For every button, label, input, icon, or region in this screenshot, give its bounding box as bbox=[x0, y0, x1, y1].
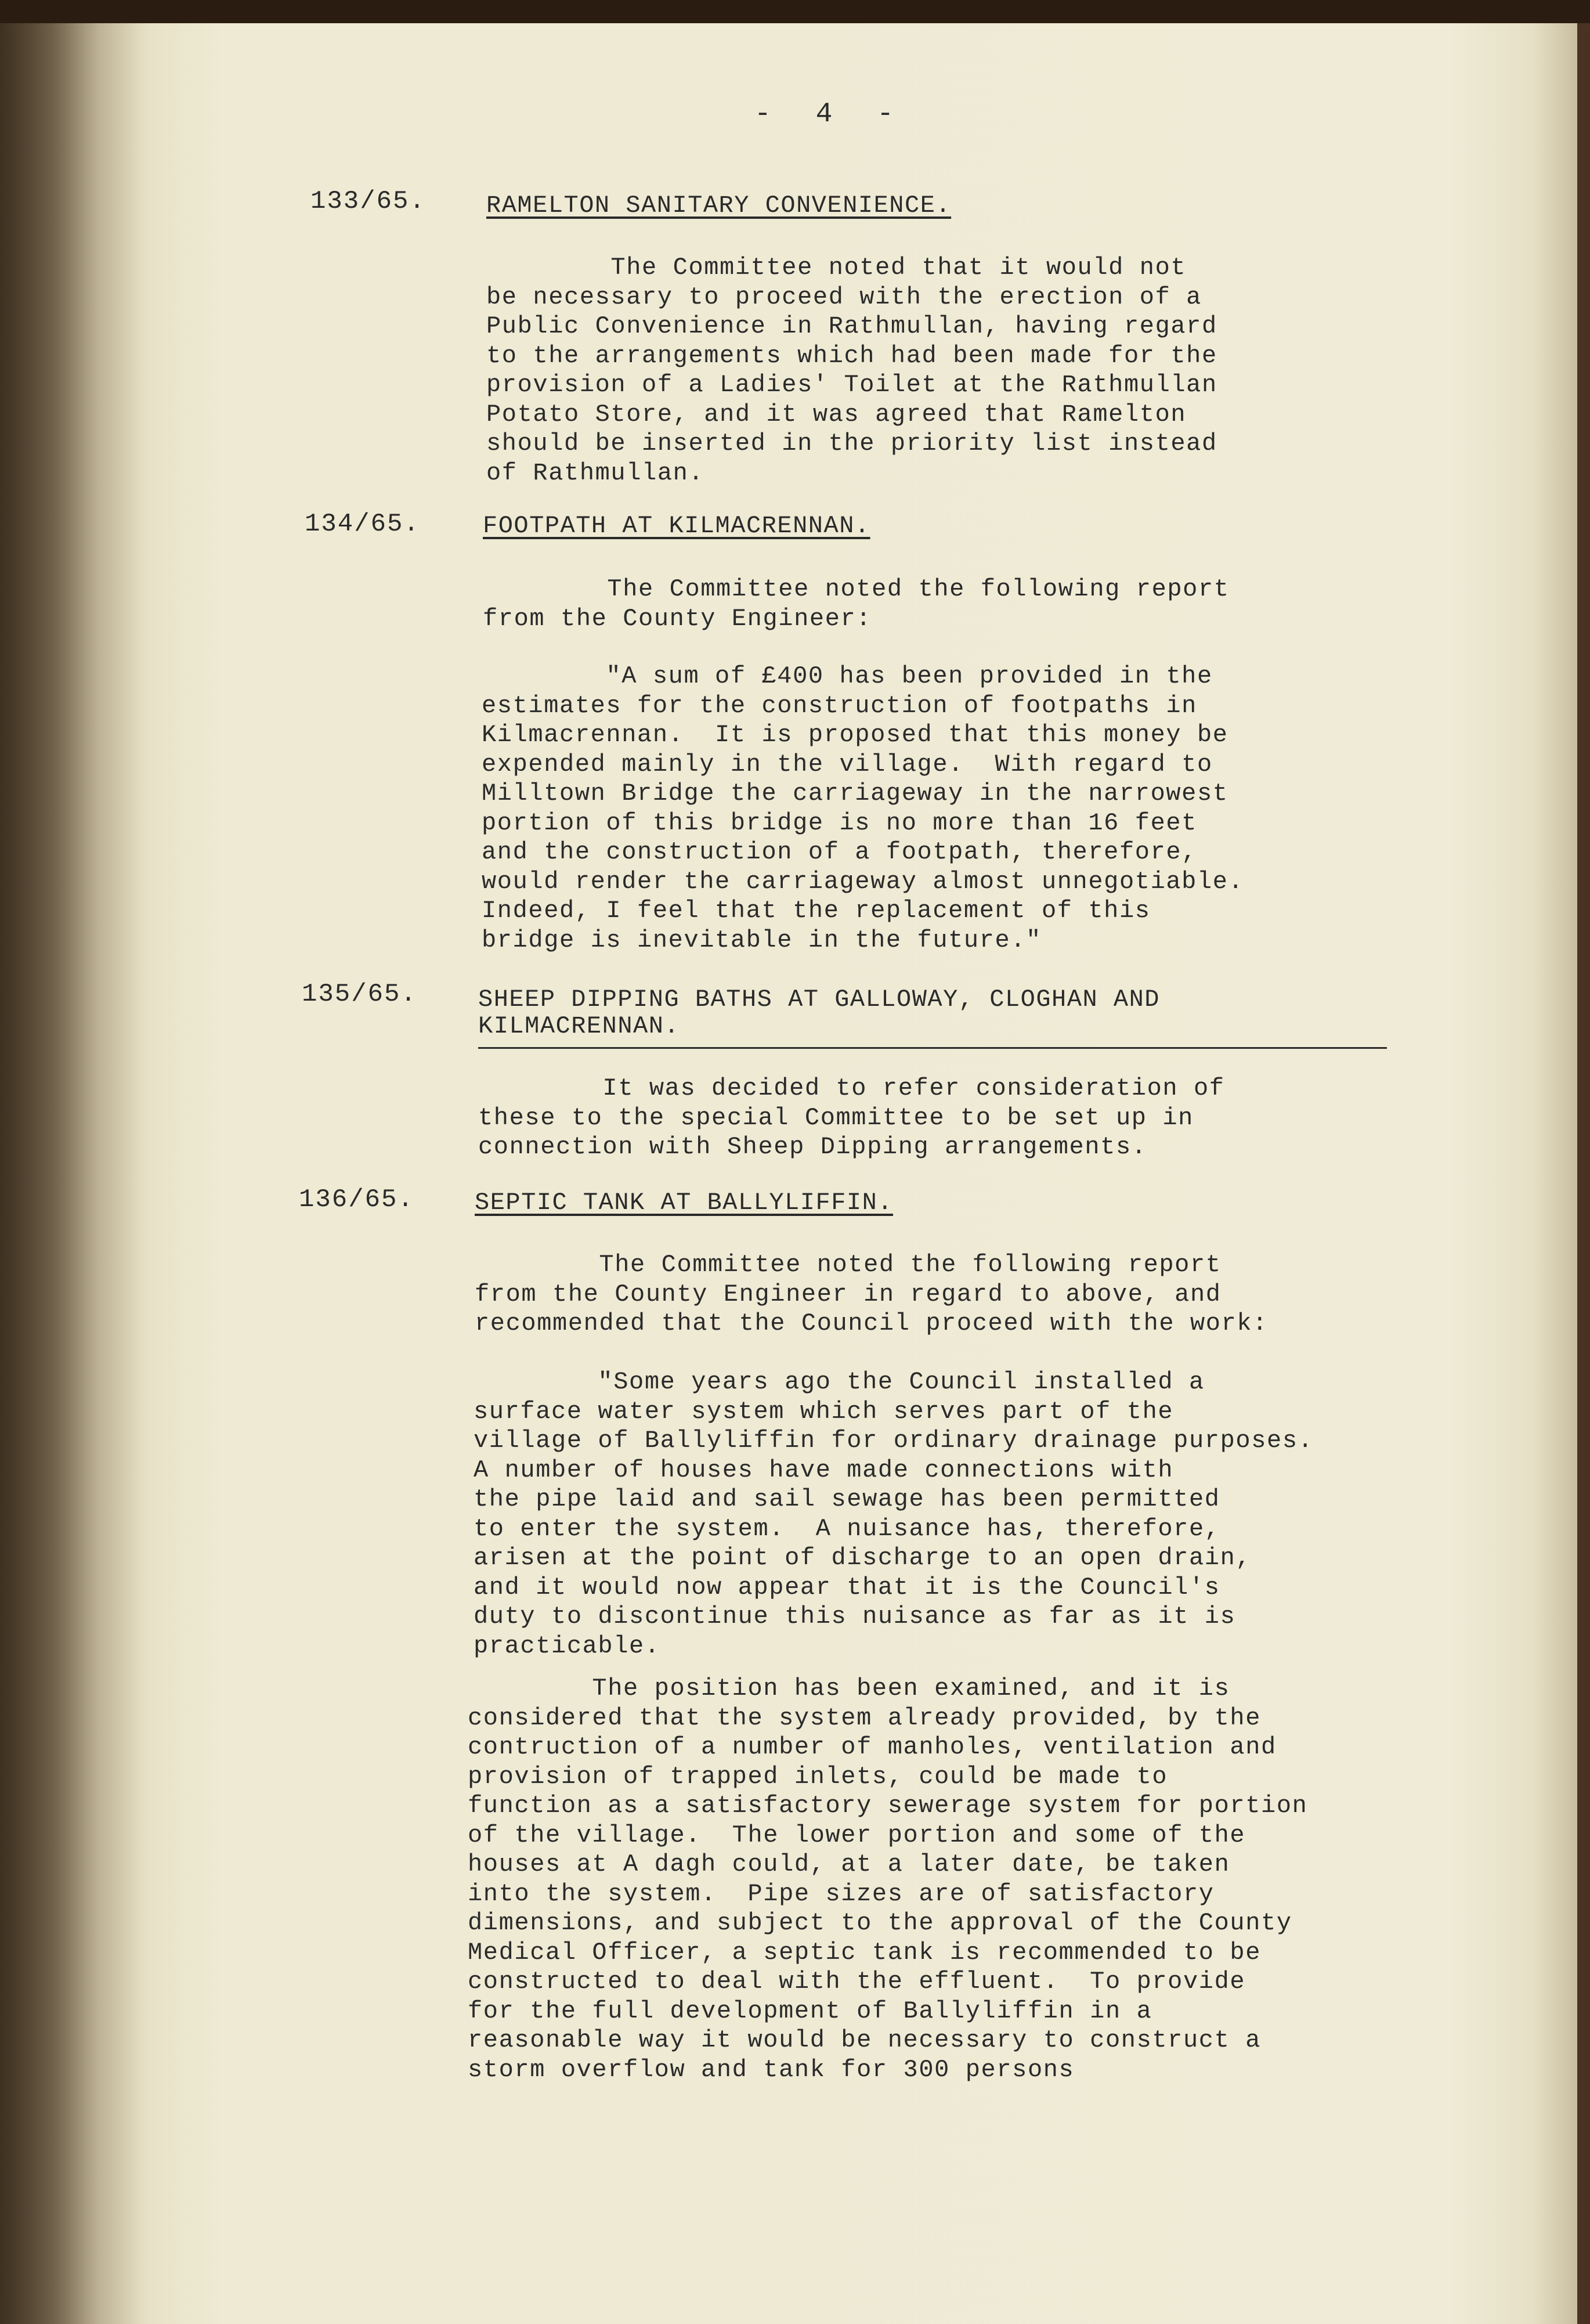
heading-underline bbox=[478, 1047, 1387, 1049]
text-line: practicable. bbox=[474, 1632, 660, 1660]
quoted-report bbox=[474, 1367, 1313, 1661]
minute-paragraph bbox=[483, 575, 1230, 633]
text-line: A number of houses have made connections with bbox=[474, 1456, 1174, 1484]
text-line: to enter the system. A nuisance has, therefore, bbox=[474, 1514, 1220, 1543]
text-line: Indeed, I feel that the replacement of this bbox=[482, 897, 1151, 925]
text-line: Medical Officer, a septic tank is recommended to be bbox=[468, 1938, 1262, 1966]
page-number: - 4 - bbox=[754, 99, 908, 130]
text-line: be necessary to proceed with the erection of a bbox=[486, 283, 1202, 311]
minute-paragraph bbox=[478, 1074, 1225, 1162]
text-line: estimates for the construction of footpaths in bbox=[482, 691, 1197, 720]
minute-paragraph bbox=[486, 253, 1217, 488]
minute-number: 133/65. bbox=[310, 187, 426, 216]
text-line: dimensions, and subject to the approval of the County bbox=[468, 1909, 1292, 1937]
text-line: "A sum of £400 has been provided in the bbox=[482, 662, 1213, 690]
text-line: expended mainly in the village. With regard to bbox=[482, 750, 1213, 778]
text-line: into the system. Pipe sizes are of satisfactory bbox=[468, 1879, 1215, 1908]
text-line: portion of this bridge is no more than 16 feet bbox=[482, 809, 1197, 837]
text-line: the pipe laid and sail sewage has been permitted bbox=[474, 1485, 1220, 1513]
minute-number: 136/65. bbox=[299, 1185, 414, 1214]
text-line: from the County Engineer: bbox=[483, 604, 872, 633]
text-line: connection with Sheep Dipping arrangements. bbox=[478, 1133, 1147, 1161]
text-line: village of Ballyliffin for ordinary drainage purposes. bbox=[474, 1427, 1314, 1455]
text-line: recommended that the Council proceed with the work: bbox=[475, 1309, 1269, 1337]
quoted-report bbox=[482, 662, 1244, 955]
minute-heading: FOOTPATH AT KILMACRENNAN. bbox=[483, 512, 870, 540]
text-line: duty to discontinue this nuisance as far as it is bbox=[474, 1603, 1236, 1630]
minute-number: 135/65. bbox=[302, 980, 417, 1009]
minute-heading: SEPTIC TANK AT BALLYLIFFIN. bbox=[475, 1189, 894, 1217]
text-line: would render the carriageway almost unnegotiable. bbox=[482, 867, 1244, 896]
text-line: reasonable way it would be necessary to construct a bbox=[468, 2026, 1262, 2054]
text-line: to the arrangements which had been made for the bbox=[486, 341, 1217, 370]
text-line: provision of trapped inlets, could be made to bbox=[468, 1762, 1168, 1791]
text-line: and the construction of a footpath, therefore, bbox=[482, 838, 1197, 866]
minute-heading-line-2: KILMACRENNAN. bbox=[478, 1012, 680, 1040]
text-line: contruction of a number of manholes, ventilation and bbox=[468, 1733, 1277, 1761]
text-line: arisen at the point of discharge to an open drain, bbox=[474, 1544, 1252, 1572]
quoted-report-continued bbox=[468, 1674, 1307, 2084]
minute-heading: RAMELTON SANITARY CONVENIENCE. bbox=[486, 192, 952, 219]
text-line: bridge is inevitable in the future." bbox=[482, 926, 1042, 954]
text-line: The Committee noted the following report bbox=[475, 1251, 1222, 1279]
text-line: from the County Engineer in regard to above, and bbox=[475, 1280, 1222, 1308]
text-line: The Committee noted that it would not bbox=[486, 254, 1187, 282]
text-line: these to the special Committee to be set up in bbox=[478, 1103, 1194, 1132]
text-line: provision of a Ladies' Toilet at the Rathmullan bbox=[486, 371, 1217, 399]
text-line: should be inserted in the priority list instead bbox=[486, 430, 1217, 457]
text-line: considered that the system already provided, by the bbox=[468, 1704, 1262, 1732]
text-line: It was decided to refer consideration of bbox=[478, 1074, 1225, 1102]
scan-right-border bbox=[1577, 23, 1590, 2324]
text-line: of Rathmullan. bbox=[486, 459, 704, 487]
text-line: Milltown Bridge the carriageway in the narrowest bbox=[482, 780, 1228, 807]
text-line: for the full development of Ballyliffin in a bbox=[468, 1997, 1152, 2025]
text-line: Public Convenience in Rathmullan, having regard bbox=[486, 312, 1217, 340]
minute-heading-line-1: SHEEP DIPPING BATHS AT GALLOWAY, CLOGHAN AND bbox=[478, 986, 1160, 1013]
text-line: Potato Store, and it was agreed that Ramelton bbox=[486, 400, 1187, 428]
text-line: Kilmacrennan. It is proposed that this money be bbox=[482, 721, 1228, 749]
text-line: of the village. The lower portion and some of the bbox=[468, 1821, 1246, 1849]
minute-number: 134/65. bbox=[305, 510, 420, 539]
text-line: The position has been examined, and it is bbox=[468, 1675, 1230, 1702]
text-line: "Some years ago the Council installed a bbox=[474, 1368, 1205, 1396]
binding-gutter-shadow bbox=[0, 23, 139, 2324]
text-line: and it would now appear that it is the Council's bbox=[474, 1573, 1220, 1601]
text-line: function as a satisfactory sewerage system for portion bbox=[468, 1792, 1308, 1820]
text-line: houses at A dagh could, at a later date, be taken bbox=[468, 1850, 1230, 1878]
text-line: storm overflow and tank for 300 persons bbox=[468, 2055, 1075, 2084]
minute-paragraph bbox=[475, 1250, 1268, 1338]
text-line: surface water system which serves part of the bbox=[474, 1397, 1174, 1426]
text-line: constructed to deal with the effluent. To provide bbox=[468, 1968, 1246, 1995]
text-line: The Committee noted the following report bbox=[483, 575, 1230, 603]
